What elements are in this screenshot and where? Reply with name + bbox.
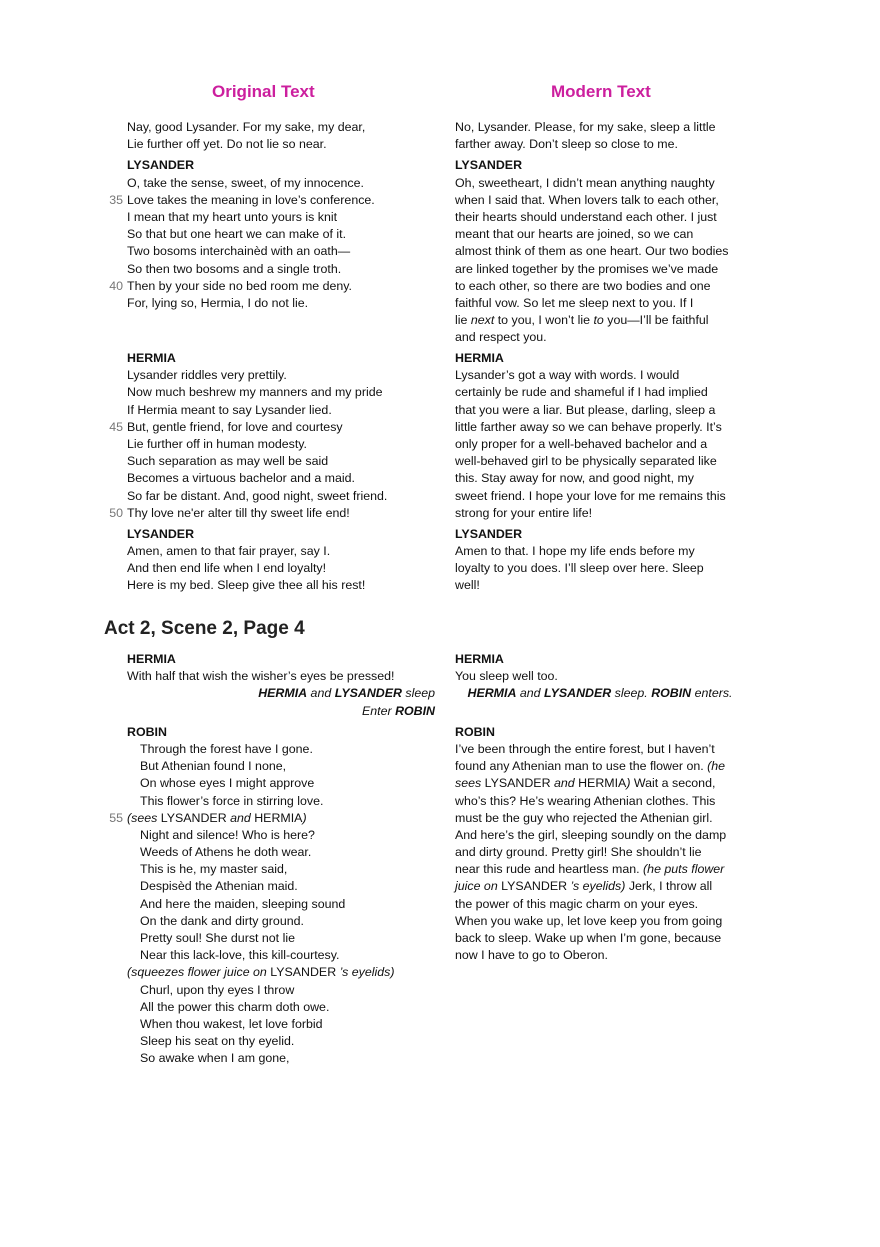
text-line: [109, 278, 447, 295]
speaker-label: HERMIA: [455, 351, 504, 365]
speaker-name: [127, 724, 435, 741]
text-line: [127, 402, 447, 419]
text-run: Lysander riddles very prettily.: [127, 368, 287, 383]
text-run: This flower’s force in stirring love.: [140, 793, 324, 808]
text-run: But, gentle friend, for love and courtesy: [127, 419, 343, 434]
speaker-label: LYSANDER: [455, 158, 523, 173]
text-run: When you wake up, let love keep you from going: [455, 913, 723, 928]
text-run: On whose eyes I might approve: [140, 776, 315, 791]
text-line: [455, 402, 755, 419]
text-line: [455, 278, 755, 295]
original-text-header: Original Text: [212, 82, 315, 101]
text-run: only proper for a well-behaved bachelor and a: [455, 436, 708, 451]
text-run: are linked together by the promises we’ve made: [455, 261, 719, 276]
text-run: when I said that. When lovers talk to each other,: [455, 192, 719, 207]
text-run: Two bosoms interchainèd with an oath—: [127, 244, 351, 259]
line-number: 55: [109, 810, 123, 825]
text-line: [455, 878, 745, 895]
text-line: [127, 453, 447, 470]
speaker-label: LYSANDER: [455, 526, 523, 541]
text-run: You sleep well too.: [455, 669, 558, 684]
text-run: So then two bosoms and a single troth.: [127, 261, 342, 276]
modern-column-block-c: [455, 651, 745, 964]
text-run: well-behaved girl to be physically separated like: [455, 454, 717, 469]
stage-note: (sees: [127, 810, 158, 825]
text-run: little farther away so we can behave properly. It’s: [455, 419, 722, 434]
text-run: So that but one heart we can make of it.: [127, 227, 347, 242]
text-line: [455, 668, 745, 685]
line-number: 45: [109, 419, 123, 434]
speaker-name: [455, 724, 745, 741]
speaker-name: [127, 651, 435, 668]
text-line: [455, 295, 755, 312]
text-line: [455, 419, 755, 436]
text-run: now I have to go to Oberon.: [455, 948, 608, 963]
text-run: Now much beshrew my manners and my pride: [127, 385, 383, 400]
speaker-label: LYSANDER: [127, 526, 195, 541]
speaker-name: [455, 350, 755, 367]
text-run: who’s this? He’s wearing Athenian clothes. This: [455, 793, 716, 808]
text-run: Lie further off in human modesty.: [127, 436, 307, 451]
text-run: So awake when I am gone,: [140, 1051, 290, 1066]
stage-character: HERMIA: [467, 686, 517, 701]
text-line: [455, 470, 755, 487]
text-line: [455, 810, 745, 827]
text-line: [109, 419, 447, 436]
text-line: [455, 827, 745, 844]
text-run: strong for your entire life!: [455, 505, 593, 520]
text-line: [455, 384, 755, 401]
text-run: All the power this charm doth owe.: [140, 999, 330, 1014]
text-run: Near this lack-love, this kill-courtesy.: [140, 948, 340, 963]
speaker-label: HERMIA: [127, 351, 176, 365]
stage-direction: [127, 703, 435, 720]
stage-character: LYSANDER: [334, 686, 402, 701]
text-line: [127, 226, 447, 243]
text-run: found any Athenian man to use the flower on.: [455, 759, 704, 774]
modern-column-block-b: [455, 350, 755, 595]
stage-note: (he: [707, 759, 726, 774]
text-run: Pretty soul! She durst not lie: [140, 931, 295, 945]
text-run: Weeds of Athens he doth wear.: [140, 845, 312, 860]
text-run: And here’s the girl, sleeping soundly on the damp: [455, 827, 727, 842]
stage-name: LYSANDER: [501, 879, 568, 894]
text-run: So far be distant. And, good night, sweet friend.: [127, 488, 388, 503]
text-line: [455, 577, 755, 594]
stage-name: LYSANDER: [484, 776, 551, 791]
text-run: For, lying so, Hermia, I do not lie.: [127, 295, 309, 310]
stage-word: enters.: [694, 686, 733, 701]
text-run: Jerk, I throw all: [628, 879, 713, 894]
text-line: [127, 175, 447, 192]
text-line: [127, 982, 435, 999]
text-run: near this rude and heartless man.: [455, 862, 640, 877]
text-run: Churl, upon thy eyes I throw: [140, 982, 295, 997]
text-run: Nay, good Lysander. For my sake, my dear,: [127, 120, 366, 134]
text-line: [127, 1050, 435, 1067]
text-run: If Hermia meant to say Lysander lied.: [127, 402, 332, 417]
stage-name: HERMIA: [578, 776, 627, 791]
emphasis: next: [470, 313, 495, 328]
speaker-name: [127, 350, 447, 367]
stage-character: ROBIN: [395, 703, 435, 718]
text-line: [455, 243, 755, 260]
speaker-name: [455, 526, 755, 543]
text-line: [127, 844, 435, 861]
emphasis: to: [593, 313, 604, 328]
text-run: to you, I won’t lie: [497, 313, 591, 328]
text-run: Thy love ne'er alter till thy sweet life end!: [127, 505, 350, 520]
text-line: [127, 758, 435, 775]
text-line: [455, 209, 755, 226]
stage-note: ’s eyelids): [570, 879, 626, 894]
line-number: 50: [109, 505, 123, 520]
text-run: lie: [455, 313, 468, 328]
blank-line: [455, 703, 745, 720]
text-run: this. Stay away for now, and good night, my: [455, 471, 694, 486]
text-line: [127, 436, 447, 453]
text-line: [455, 436, 755, 453]
text-run: almost think of them as one heart. Our two bodies: [455, 244, 729, 259]
stage-note: juice on: [455, 879, 498, 894]
text-line: [455, 930, 745, 947]
text-run: and dirty ground. Pretty girl! She shouldn’t lie: [455, 845, 702, 860]
text-run: faithful vow. So let me sleep next to you. If I: [455, 295, 694, 310]
text-line: [127, 775, 435, 792]
text-run: farther away. Don’t sleep so close to me.: [455, 137, 678, 152]
text-line: [455, 175, 755, 192]
text-run: Through the forest have I gone.: [140, 741, 313, 756]
text-line: [127, 861, 435, 878]
text-line: [455, 741, 745, 758]
text-line: [455, 261, 755, 278]
text-run: When thou wakest, let love forbid: [140, 1016, 323, 1031]
text-run: Night and silence! Who is here?: [140, 827, 315, 842]
modern-column-block-a: [455, 119, 755, 346]
act-scene-title: Act 2, Scene 2, Page 4: [104, 618, 305, 639]
text-run: that you were a liar. But please, darling, sleep a: [455, 402, 716, 417]
text-run: O, take the sense, sweet, of my innocence.: [127, 175, 364, 190]
text-line: [455, 136, 755, 153]
text-line: [109, 810, 435, 827]
text-line: [127, 878, 435, 895]
text-line: [127, 1016, 435, 1033]
speaker-name: [455, 651, 745, 668]
speaker-name: [127, 157, 447, 174]
text-run: But Athenian found I none,: [140, 759, 287, 774]
text-run: Then by your side no bed room me deny.: [127, 278, 352, 293]
text-line: [455, 896, 745, 913]
text-run: Despisèd the Athenian maid.: [140, 879, 298, 894]
speaker-label: HERMIA: [127, 652, 176, 666]
text-run: certainly be rude and shameful if I had implied: [455, 385, 708, 400]
speaker-label: LYSANDER: [127, 158, 195, 173]
text-line: [455, 861, 745, 878]
original-column-block-c: [109, 651, 435, 1068]
text-run: to each other, so there are two bodies and one: [455, 278, 711, 293]
text-run: their hearts should understand each other. I just: [455, 209, 717, 224]
stage-note: (he puts flower: [643, 862, 725, 877]
stage-note: ’s eyelids): [339, 965, 395, 980]
stage-word: and: [310, 686, 332, 701]
text-line: [127, 543, 447, 560]
text-line: [127, 947, 435, 964]
speaker-name: [127, 526, 447, 543]
text-line: [127, 913, 435, 930]
text-line: [455, 226, 755, 243]
text-line: [127, 261, 447, 278]
stage-name: HERMIA: [254, 810, 303, 825]
stage-word: and: [519, 686, 541, 701]
text-line: [127, 930, 435, 947]
text-run: I mean that my heart unto yours is knit: [127, 209, 338, 224]
stage-character: LYSANDER: [543, 686, 612, 701]
stage-note: sees: [455, 776, 482, 791]
text-line: [127, 793, 435, 810]
text-line: [455, 913, 745, 930]
text-line: [127, 470, 447, 487]
line-number: 35: [109, 192, 123, 207]
text-run: meant that our hearts are joined, so we can: [455, 227, 694, 242]
text-run: Oh, sweetheart, I didn’t mean anything naughty: [455, 175, 715, 190]
text-line: [127, 999, 435, 1016]
text-line: [455, 367, 755, 384]
text-run: And then end life when I end loyalty!: [127, 561, 327, 576]
text-line: [127, 560, 447, 577]
text-line: [127, 136, 447, 153]
text-line: [455, 844, 745, 861]
text-line: [455, 488, 755, 505]
text-line: [455, 329, 755, 346]
text-line: [455, 505, 755, 522]
text-run: sweet friend. I hope your love for me remains this: [455, 488, 726, 503]
stage-note: and: [230, 810, 251, 825]
stage-note: ): [626, 776, 631, 791]
text-line: [455, 312, 755, 329]
stage-direction: [127, 685, 435, 702]
text-run: With half that wish the wisher’s eyes be pressed!: [127, 669, 395, 684]
text-line: [127, 964, 435, 981]
text-line: [455, 119, 755, 136]
stage-note: and: [553, 776, 575, 791]
text-line: [455, 775, 745, 792]
speaker-label: ROBIN: [455, 724, 495, 739]
text-line: [455, 793, 745, 810]
text-run: Amen to that. I hope my life ends before my: [455, 544, 695, 559]
text-line: [127, 896, 435, 913]
speaker-label: ROBIN: [127, 724, 167, 739]
text-run: I’ve been through the entire forest, but I haven’t: [455, 741, 715, 756]
text-run: and respect you.: [455, 330, 547, 345]
text-line: [127, 488, 447, 505]
text-run: Amen, amen to that fair prayer, say I.: [127, 544, 331, 559]
text-line: [455, 758, 745, 775]
text-line: [109, 505, 447, 522]
text-line: [127, 668, 435, 685]
text-run: you—I’ll be faithful: [607, 313, 709, 328]
modern-text-header: Modern Text: [551, 82, 651, 101]
line-number: 40: [109, 278, 123, 293]
stage-note: ): [302, 810, 307, 825]
text-line: [127, 741, 435, 758]
text-line: [109, 192, 447, 209]
text-line: [455, 560, 755, 577]
text-run: On the dank and dirty ground.: [140, 913, 304, 928]
text-line: [127, 577, 447, 594]
text-line: [455, 947, 745, 964]
original-column-block-a: [109, 119, 447, 312]
text-run: Sleep his seat on thy eyelid.: [140, 1034, 295, 1049]
stage-direction: [455, 685, 745, 702]
text-run: Here is my bed. Sleep give thee all his rest!: [127, 578, 366, 593]
text-line: [127, 295, 447, 312]
text-run: Lysander’s got a way with words. I would: [455, 368, 680, 383]
stage-name: LYSANDER: [160, 810, 227, 825]
text-run: well!: [455, 578, 480, 593]
text-run: loyalty to you does. I’ll sleep over here. Sleep: [455, 561, 704, 576]
original-column-block-b: [109, 350, 447, 595]
text-run: Wait a second,: [633, 776, 716, 791]
stage-word: Enter: [361, 703, 392, 718]
text-line: [127, 1033, 435, 1050]
text-run: Lie further off yet. Do not lie so near.: [127, 137, 327, 152]
text-line: [127, 384, 447, 401]
text-run: back to sleep. Wake up when I’m gone, because: [455, 931, 722, 945]
stage-word: sleep: [405, 686, 435, 701]
text-run: This is he, my master said,: [140, 862, 288, 877]
text-run: the power of this magic charm on your eyes.: [455, 896, 699, 911]
text-line: [127, 119, 447, 136]
stage-character: HERMIA: [258, 686, 308, 701]
text-run: Becomes a virtuous bachelor and a maid.: [127, 471, 355, 486]
text-line: [127, 367, 447, 384]
text-line: [127, 209, 447, 226]
text-line: [455, 453, 755, 470]
text-run: must be the guy who rejected the Athenian girl.: [455, 810, 713, 825]
text-run: No, Lysander. Please, for my sake, sleep a little: [455, 120, 716, 134]
text-run: And here the maiden, sleeping sound: [140, 896, 346, 911]
text-run: Love takes the meaning in love’s conference.: [127, 192, 375, 207]
text-run: Such separation as may well be said: [127, 454, 329, 469]
stage-word: sleep.: [614, 686, 648, 701]
stage-note: (squeezes flower juice on: [127, 965, 267, 980]
stage-character: ROBIN: [651, 686, 692, 701]
text-line: [127, 243, 447, 260]
speaker-name: [455, 157, 755, 174]
text-line: [455, 543, 755, 560]
text-line: [127, 827, 435, 844]
stage-name: LYSANDER: [270, 965, 337, 980]
speaker-label: HERMIA: [455, 652, 504, 666]
text-line: [455, 192, 755, 209]
